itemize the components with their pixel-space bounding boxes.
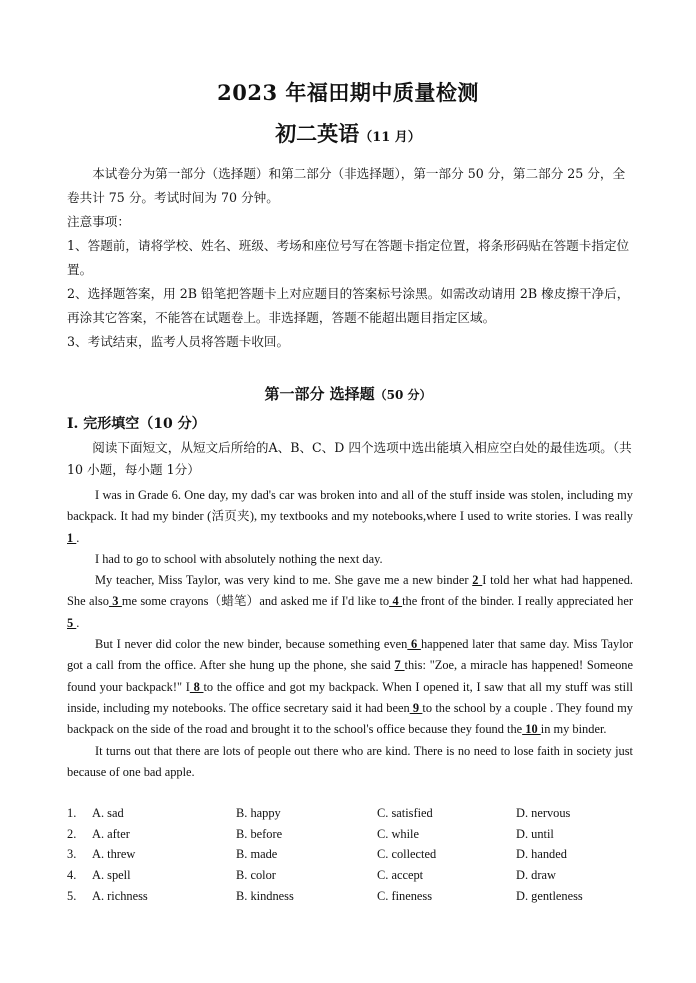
passage-text: me some crayons（蜡笔）and asked me if I'd like to	[121, 594, 390, 609]
part-score: （50 分）	[374, 388, 432, 402]
note-item: 3、考试结束，监考人员将答题卡收回。	[67, 334, 290, 349]
notes-heading: 注意事项：	[67, 214, 130, 229]
blank-7: 7	[394, 658, 405, 673]
option-d: D. until	[516, 826, 554, 841]
passage-text: the front of the binder. I really appreciated her	[402, 594, 634, 609]
option-row	[67, 868, 667, 889]
option-row	[67, 806, 667, 827]
option-c: C. accept	[377, 868, 424, 883]
passage-text: My teacher, Miss Taylor, was very kind to me. She gave me a new binder	[95, 573, 469, 588]
passage-text: this: "Zoe, a miracle has happened! Someone found your backpack!" I	[67, 658, 633, 694]
part-title: 第一部分 选择题	[264, 385, 375, 403]
question-number: 2.	[67, 826, 77, 841]
option-a: A. after	[92, 826, 130, 841]
blank-8: 8	[189, 679, 204, 694]
passage-paragraph: I had to go to school with absolutely nothing the next day.	[95, 551, 383, 566]
passage-text: .	[76, 615, 80, 630]
option-b: B. made	[236, 847, 278, 862]
option-b: B. color	[236, 868, 276, 883]
blank-6: 6	[407, 637, 421, 652]
blank-10: 10	[522, 722, 541, 737]
option-b: B. before	[236, 826, 283, 841]
question-number: 4.	[67, 868, 77, 883]
passage-paragraph	[67, 485, 633, 549]
option-c: C. while	[377, 826, 419, 841]
option-row	[67, 847, 667, 868]
section-heading: I. 完形填空（10 分）	[67, 416, 206, 432]
option-a: A. spell	[92, 868, 131, 883]
answer-options	[67, 806, 667, 909]
part-heading	[0, 383, 696, 404]
option-c: C. fineness	[377, 888, 433, 903]
passage-paragraph: It turns out that there are lots of people out there who are kind. There is no need to lose faith in society just because of one bad apple.	[67, 743, 633, 779]
blank-3: 3	[108, 594, 122, 609]
option-a: A. threw	[92, 847, 136, 862]
question-number: 5.	[67, 888, 77, 903]
option-c: C. satisfied	[377, 806, 433, 820]
option-c: C. collected	[377, 847, 437, 862]
option-b: B. kindness	[236, 888, 294, 903]
passage-text: I was in Grade 6. One day, my dad's car was broken into and all of the stuff inside was stolen, including my backpack. It had my binder (活页夹), my textbooks and my notebooks,where I used to write stories. I was really	[67, 488, 633, 524]
passage-text: to the school by a couple . They found my backpack on the side of the road and brought it to the school's office because they found the	[67, 700, 633, 737]
option-a: A. sad	[92, 806, 124, 820]
exam-title: 2023 年福田期中质量检测	[217, 80, 479, 105]
blank-5: 5	[67, 615, 77, 630]
blank-1: 1	[67, 530, 77, 545]
intro-text: 本试卷分为第一部分（选择题）和第二部分（非选择题），第一部分 50 分，第二部分 25 分，全卷共计 75 分。考试时间为 70 分钟。	[67, 166, 626, 205]
option-row	[67, 827, 667, 848]
option-d: D. handed	[516, 847, 567, 862]
option-d: D. nervous	[516, 806, 571, 820]
question-number: 1.	[67, 806, 77, 820]
blank-4: 4	[389, 594, 403, 609]
question-number: 3.	[67, 847, 77, 862]
passage-text: to the office and got my backpack. When I opened it, I saw that all my stuff was still inside, including my notebooks. The office secretary said it had been	[67, 679, 633, 715]
note-item: 2、选择题答案，用 2B 铅笔把答题卡上对应题目的答案标号涂黑。如需改动请用 2B 橡皮擦干净后，再涂其它答案，不能答在试题卷上。非选择题，答题不能超出题目指定区域。	[67, 286, 630, 325]
instructions-block	[67, 162, 633, 354]
passage-text: But I never did color the new binder, because something even	[95, 637, 408, 652]
passage-paragraph	[67, 634, 633, 740]
blank-9: 9	[409, 700, 423, 715]
option-row	[67, 889, 667, 910]
note-item: 1、答题前，请将学校、姓名、班级、考场和座位号写在答题卡指定位置，将条形码贴在答题卡指定位置。	[67, 238, 630, 277]
exam-date: （11 月）	[359, 130, 421, 145]
passage-text: .	[76, 530, 80, 545]
passage-paragraph	[67, 570, 633, 634]
cloze-passage	[67, 485, 633, 783]
option-d: D. gentleness	[516, 888, 583, 903]
passage-text: happened later that same day. Miss Taylor got a call from the office. After she hung up the phone, she said	[67, 637, 634, 673]
option-b: B. happy	[236, 806, 281, 820]
passage-text: I told her what had happened. She also	[67, 573, 633, 609]
option-a: A. richness	[92, 888, 148, 903]
subject-title: 初二英语	[275, 121, 360, 146]
passage-text: in my binder.	[540, 722, 607, 737]
option-d: D. draw	[516, 868, 556, 883]
instruction-text: 阅读下面短文，从短文后所给的A、B、C、D 四个选项中选出能填入相应空白处的最佳选项。（共10 小题，每小题 1分）	[67, 440, 632, 477]
exam-subtitle	[0, 118, 696, 148]
section-instruction	[67, 437, 647, 481]
blank-2: 2	[472, 573, 483, 588]
